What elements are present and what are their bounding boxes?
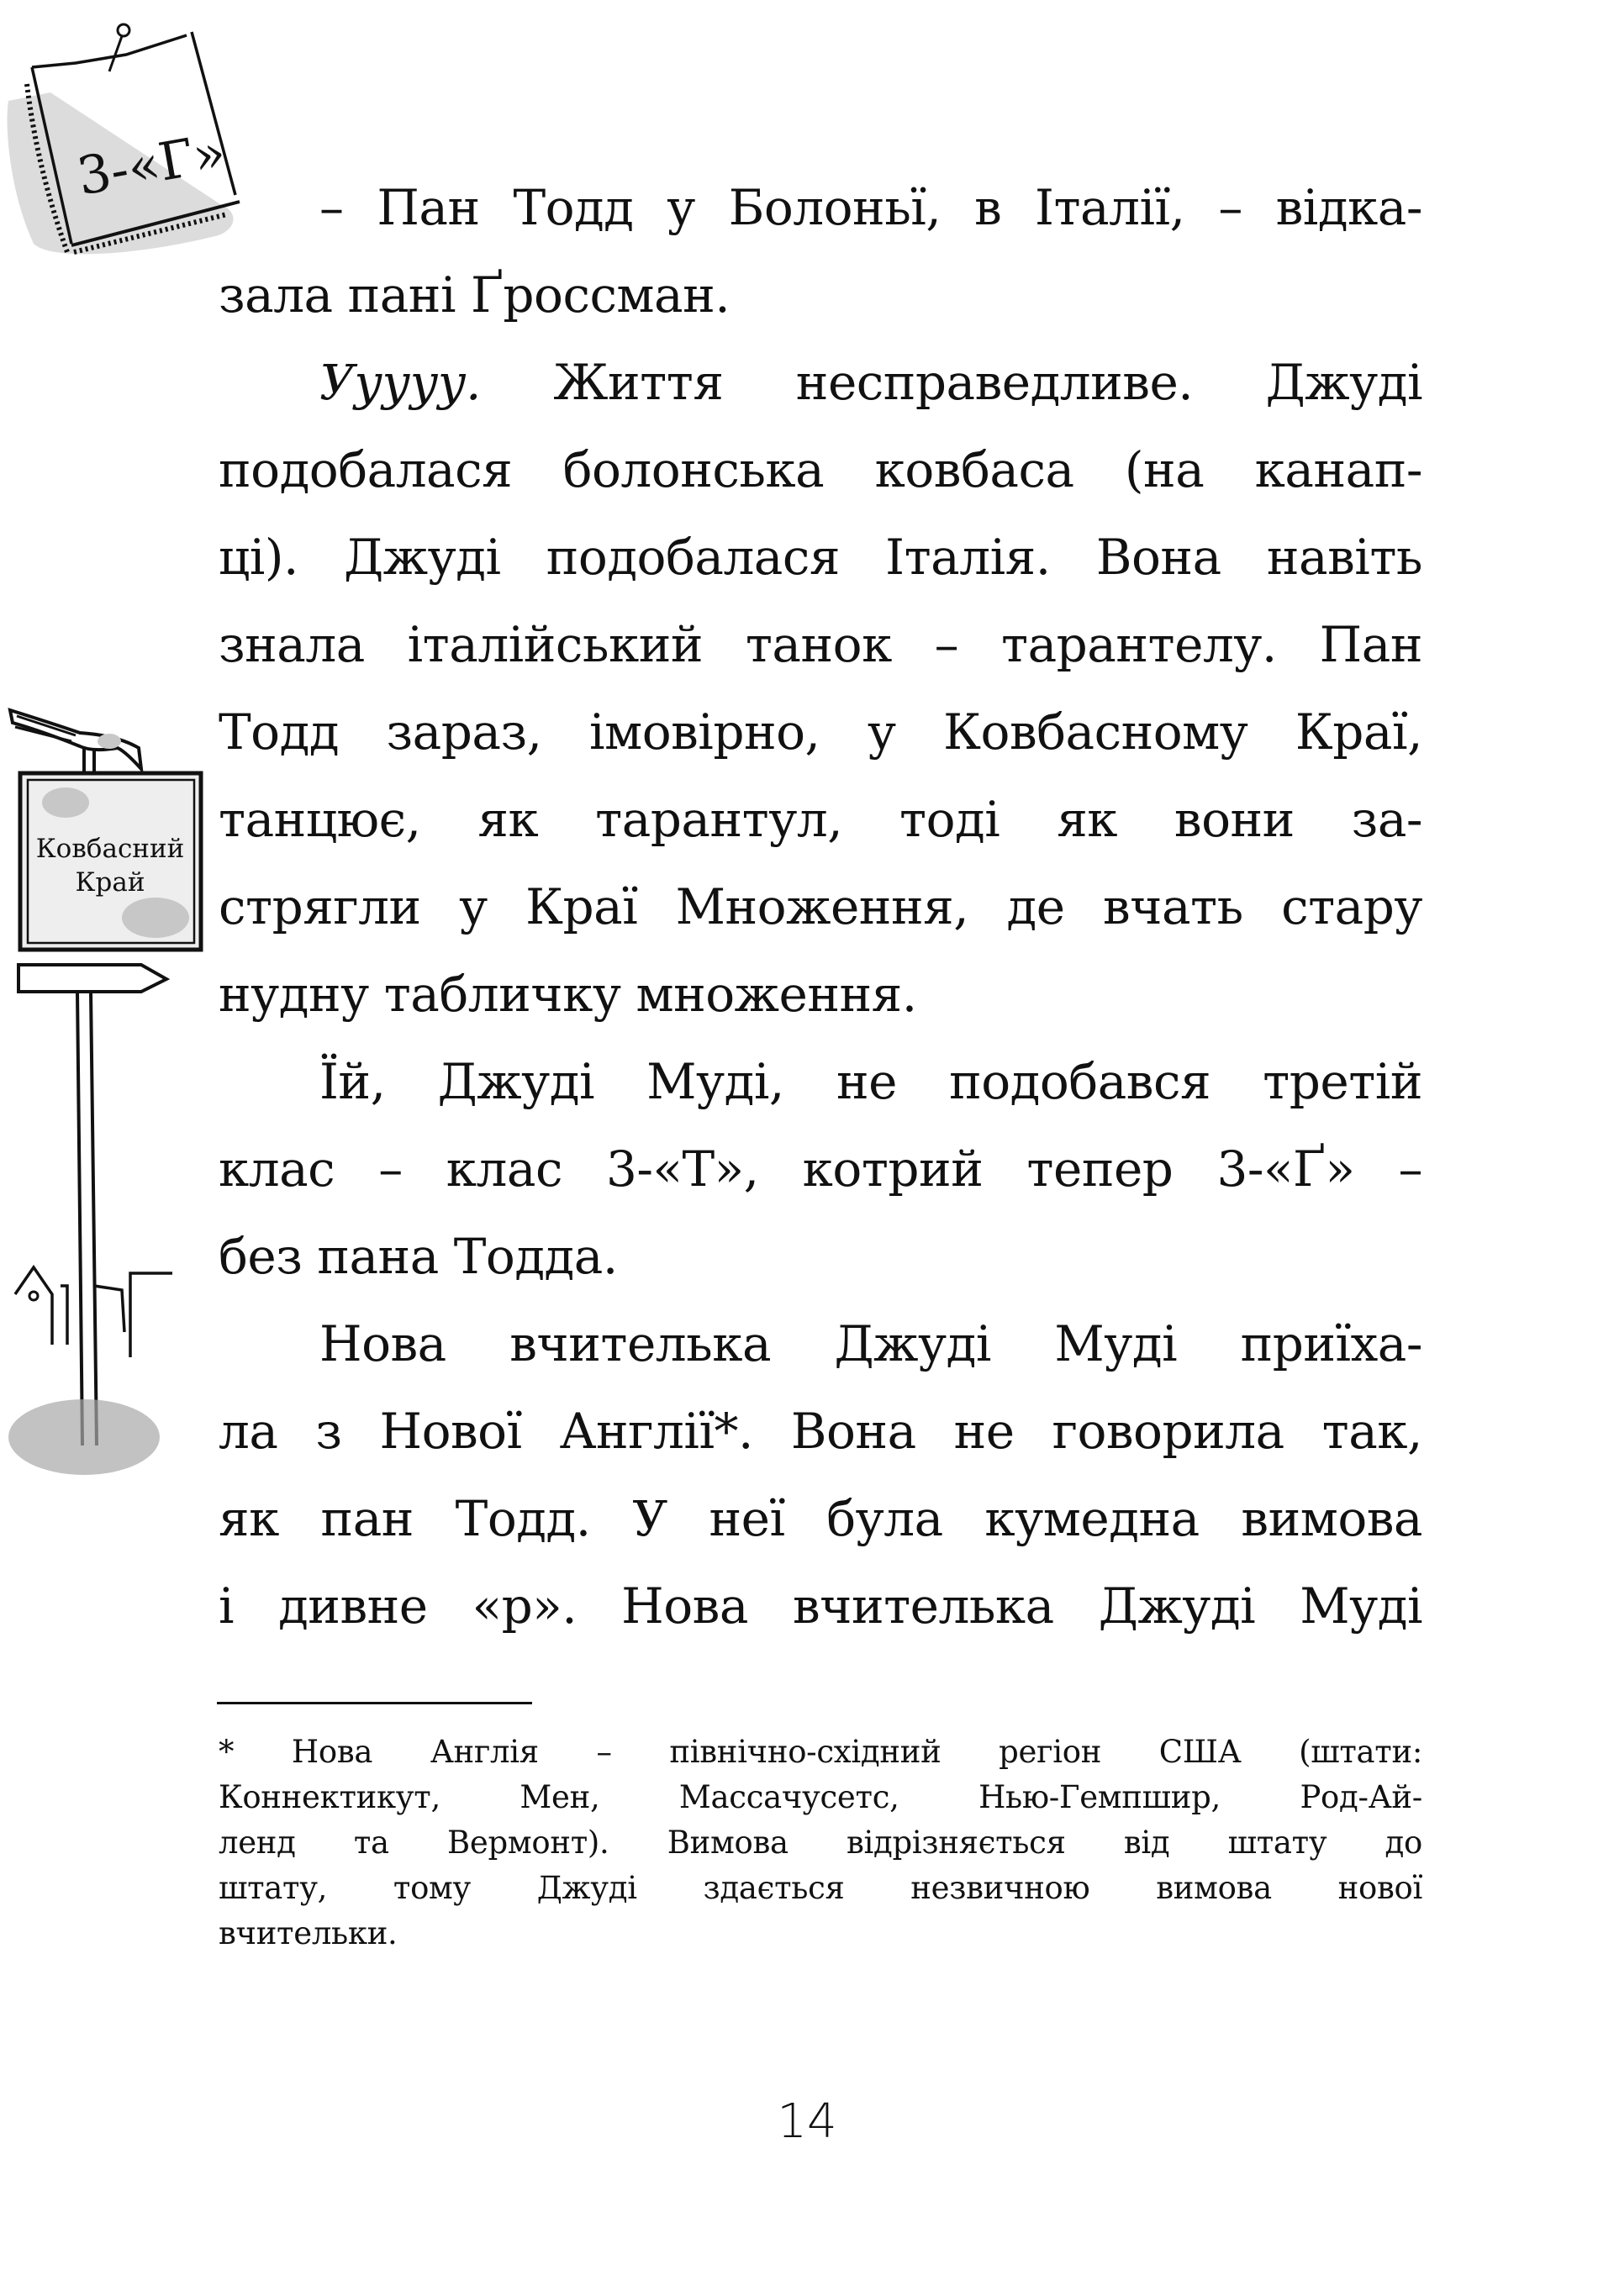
text-line-1: – Пан Тодд у Болоньї, в Італії, – відка- xyxy=(319,179,1422,236)
signpost-illustration xyxy=(0,698,219,1496)
text-line-7: Тодд зараз, імовірно, у Ковбасному Краї, xyxy=(219,703,1422,761)
text-line-13: без пана Тодда. xyxy=(219,1228,618,1285)
signpost-with-bird-icon xyxy=(8,710,201,1475)
text-line-16: як пан Тодд. У неї була кумедна вимова xyxy=(219,1490,1422,1547)
text-line-2: зала пані Ґроссман. xyxy=(219,266,731,324)
text-line-9: стрягли у Краї Множення, де вчать стару xyxy=(219,878,1422,935)
text-line-11: Їй, Джуді Муді, не подобався третій xyxy=(319,1053,1422,1110)
text-line-10: нудну табличку множення. xyxy=(219,966,917,1023)
text-line-14: Нова вчителька Джуді Муді приїха- xyxy=(319,1315,1422,1372)
footnote-line-3: ленд та Вермонт). Вимова відрізняється від штату до xyxy=(219,1825,1422,1861)
footnote-line-2: Коннектикут, Мен, Массачусетс, Нью-Гемпшир, Род-Ай- xyxy=(219,1779,1422,1815)
text-line-17: і дивне «р». Нова вчителька Джуді Муді xyxy=(219,1577,1422,1635)
text-line-12: клас – клас 3-«Т», котрий тепер 3-«Ґ» – xyxy=(219,1140,1422,1198)
footnote-line-4: штату, тому Джуді здається незвичною вимова нової xyxy=(219,1870,1422,1906)
svg-text:3-«Г»: 3-«Г» xyxy=(72,121,230,208)
page-number: 14 xyxy=(777,2094,837,2149)
footnote-divider xyxy=(217,1702,532,1704)
hanging-class-sign-icon xyxy=(8,24,240,254)
text-line-4: подобалася болонська ковбаса (на канап- xyxy=(219,441,1422,498)
class-sign-illustration xyxy=(0,0,252,269)
svg-text:Ковбасний: Ковбасний xyxy=(35,834,185,864)
text-line-8: танцює, як тарантул, тоді як вони за- xyxy=(219,791,1422,848)
footnote-line-1: * Нова Англія – північно-східний регіон США (штати: xyxy=(219,1734,1422,1770)
text-line-3: Ууууу. Життя несправедливе. Джуді xyxy=(319,354,1422,411)
text-line-6: знала італійський танок – тарантелу. Пан xyxy=(219,616,1422,673)
text-line-5: ці). Джуді подобалася Італія. Вона навіть xyxy=(219,529,1422,586)
svg-text:Край: Край xyxy=(75,867,145,898)
footnote-line-5: вчительки. xyxy=(219,1915,398,1951)
text-line-15: ла з Нової Англії*. Вона не говорила так, xyxy=(219,1403,1422,1460)
italic-exclamation: Ууууу. xyxy=(319,354,481,411)
